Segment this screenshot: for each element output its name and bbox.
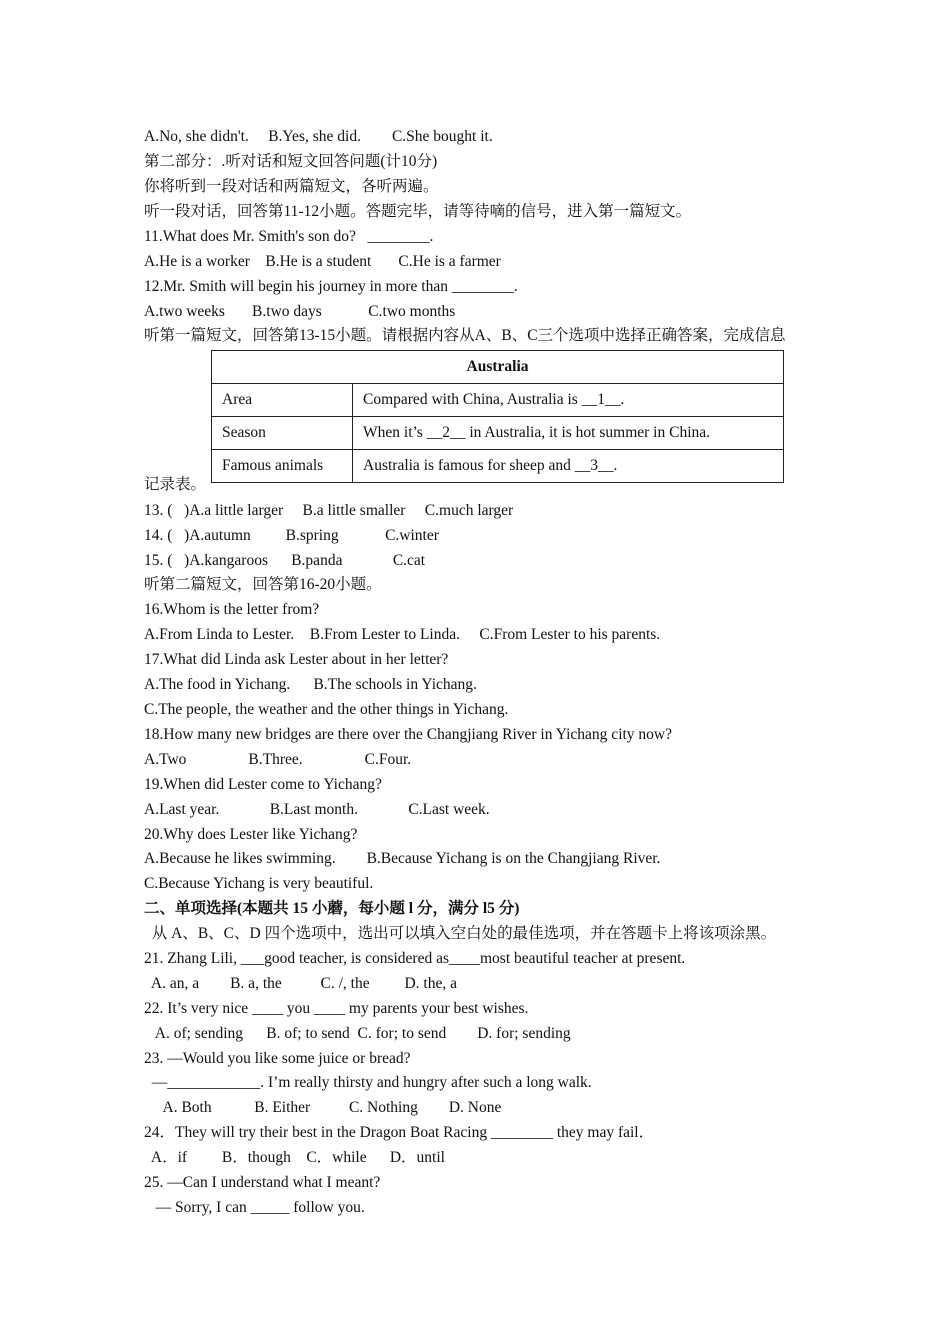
q25-response: — Sorry, I can _____ follow you. [144, 1199, 365, 1216]
q10-options: A.No, she didn't. B.Yes, she did. C.She bought it. [144, 128, 493, 145]
q11-question: 11.What does Mr. Smith's son do? ________. [144, 228, 434, 245]
q15: 15. ( )A.kangaroos B.panda C.cat [144, 552, 426, 569]
table-label: Area [212, 384, 353, 417]
q23-question: 23. —Would you like some juice or bread? [144, 1050, 411, 1067]
q23-response: —____________. I’m really thirsty and hungry after such a long walk. [144, 1074, 592, 1091]
part2-intro: 你将听到一段对话和两篇短文，各听两遍。 [144, 178, 439, 195]
table-row [212, 384, 784, 417]
q24-options: A．if B．though C．while D．until [144, 1149, 445, 1166]
q20-option-c: C.Because Yichang is very beautiful. [144, 875, 374, 892]
q12-question: 12.Mr. Smith will begin his journey in more than ________. [144, 278, 518, 295]
q19-question: 19.When did Lester come to Yichang? [144, 776, 382, 793]
q25-question: 25. —Can I understand what I meant? [144, 1174, 381, 1191]
table-label: Famous animals [212, 450, 353, 483]
q21-options: A. an, a B. a, the C. /, the D. the, a [144, 975, 457, 992]
q12-options: A.two weeks B.two days C.two months [144, 303, 456, 320]
q18-options: A.Two B.Three. C.Four. [144, 751, 412, 768]
table-cell: Australia is famous for sheep and __3__. [353, 450, 784, 483]
section2-instructions: 从 A、B、C、D 四个选项中，选出可以填入空白处的最佳选项，并在答题卡上将该项涂黑。 [144, 925, 777, 942]
dialog-intro: 听一段对话，回答第11-12小题。答题完毕，请等待嘀的信号，进入第一篇短文。 [144, 203, 692, 220]
q19-options: A.Last year. B.Last month. C.Last week. [144, 801, 490, 818]
table-row [212, 417, 784, 450]
q23-options: A. Both B. Either C. Nothing D. None [144, 1099, 502, 1116]
q13: 13. ( )A.a little larger B.a little smaller C.much larger [144, 502, 514, 519]
table-row [212, 450, 784, 483]
table-title: Australia [212, 351, 784, 384]
q16-question: 16.Whom is the letter from? [144, 601, 320, 618]
q17-question: 17.What did Linda ask Lester about in her letter? [144, 651, 449, 668]
q16-options: A.From Linda to Lester. B.From Lester to Linda. C.From Lester to his parents. [144, 626, 661, 643]
table-header-row [212, 351, 784, 384]
q20-options-ab: A.Because he likes swimming. B.Because Yichang is on the Changjiang River. [144, 850, 661, 867]
table-cell: Compared with China, Australia is __1__. [353, 384, 784, 417]
part2-title: 第二部分：.听对话和短文回答问题(计10分) [144, 153, 438, 170]
q11-options: A.He is a worker B.He is a student C.He is a farmer [144, 253, 501, 270]
q14: 14. ( )A.autumn B.spring C.winter [144, 527, 439, 544]
q22-options: A. of; sending B. of; to send C. for; to send D. for; sending [144, 1025, 571, 1042]
q17-option-c: C.The people, the weather and the other things in Yichang. [144, 701, 509, 718]
passage2-intro: 听第二篇短文，回答第16-20小题。 [144, 576, 382, 593]
passage1-intro: 听第一篇短文，回答第13-15小题。请根据内容从A、B、C三个选项中选择正确答案，完成信息 [144, 327, 786, 344]
q20-question: 20.Why does Lester like Yichang? [144, 826, 358, 843]
table-label: Season [212, 417, 353, 450]
q22-question: 22. It’s very nice ____ you ____ my parents your best wishes. [144, 1000, 529, 1017]
table-cell: When it’s __2__ in Australia, it is hot summer in China. [353, 417, 784, 450]
q21-question: 21. Zhang Lili, ___good teacher, is considered as____most beautiful teacher at present. [144, 950, 686, 967]
q18-question: 18.How many new bridges are there over the Changjiang River in Yichang city now? [144, 726, 672, 743]
section2-title: 二、单项选择(本题共 15 小蘑，每小题 l 分，满分 l5 分) [144, 900, 520, 917]
q24-question: 24．They will try their best in the Dragon Boat Racing ________ they may fail． [144, 1124, 655, 1141]
passage1-intro-cont: 记录表。 [144, 476, 207, 493]
q17-options-ab: A.The food in Yichang. B.The schools in Yichang. [144, 676, 477, 693]
info-table [211, 350, 784, 483]
